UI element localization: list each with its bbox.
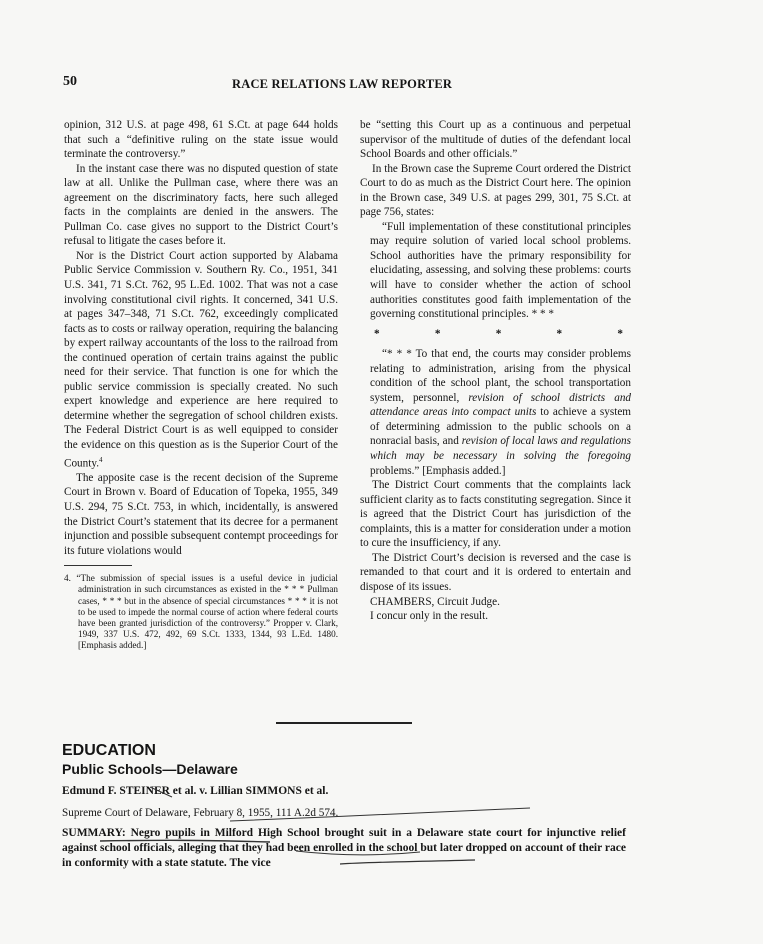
quote-2-emphasis-2: revision of local laws and regulations which may be necessary in solving the foregoing xyxy=(370,435,631,463)
footnote-reference: 4 xyxy=(99,455,103,464)
subsection-heading: Public Schools—Delaware xyxy=(62,761,238,777)
section-heading: EDUCATION xyxy=(62,742,156,759)
right-paragraph-1: be “setting this Court up as a continuous and perpetual supervisor of the multitude of duties of the defendant local School Boards and other officials.” xyxy=(360,119,631,161)
case-title: Edmund F. STEINER et al. v. Lillian SIMMONS et al. xyxy=(62,785,329,797)
case-citation: Supreme Court of Delaware, February 8, 1955, 111 A.2d 574. xyxy=(62,807,339,819)
left-paragraph-4: The apposite case is the recent decision of the Supreme Court in Brown v. Board of Education of Topeka, 1955, 349 U.S. 294, 75 S.Ct. 753, in which, incidentally, is answered the District Court’s statement that its decree for a permanent injunction and possible subsequent contempt proceedings for its future violations would xyxy=(64,471,338,557)
quote-2-end: problems.” [Emphasis added.] xyxy=(370,464,506,477)
left-paragraph-3 xyxy=(64,249,338,471)
page-number: 50 xyxy=(63,74,77,89)
footnote-text: 4. “The submission of special issues is a useful device in judicial administration in such circumstances as existed in the * * * Pullman cases, * * * but in the absence of special circumstances * * * it is not to be used to impede the normal course of action where federal courts have been granted jurisdiction of the controversy.” Propper v. Clark, 1949, 337 U.S. 472, 492, 69 S.Ct. 1333, 1344, 93 L.Ed. 1480. [Emphasis added.] xyxy=(64,573,338,651)
running-head: RACE RELATIONS LAW REPORTER xyxy=(232,77,453,91)
ellipsis-star: * xyxy=(495,327,502,340)
right-paragraph-3: The District Court comments that the complaints lack sufficient clarity as to facts constituting segregation. Since it is agreed that the District Court has jurisdiction of the complaints, this is a matter for consideration under a motion to cure the insufficiency, if any. xyxy=(360,479,631,550)
judge-signature: CHAMBERS, Circuit Judge. xyxy=(370,595,500,608)
right-paragraph-2: In the Brown case the Supreme Court ordered the District Court to do as much as the District Court here. The opinion in the Brown case, 349 U.S. at pages 299, 301, 75 S.Ct. at page 756, states: xyxy=(360,162,631,219)
left-paragraph-2: In the instant case there was no disputed question of state law at all. Unlike the Pullman case, where there was an agreement on the discriminatory facts, here such alleged facts in the complaints are denied in the answers. The Pullman Co. case gives no support to the District Court’s refusal to litigate the cases before it. xyxy=(64,162,338,248)
left-paragraph-3-text: Nor is the District Court action supported by Alabama Public Service Commission v. Southern Ry. Co., 1951, 341 U.S. 341, 71 S.Ct. 762, 95 L.Ed. 1002. That was not a case involving constitutional civil rights. It concerned, 341 U.S. at pages 347–348, 71 S.Ct. 762, exceedingly complicated facts as to costs or railway operation, requiring the balancing by expert railway accountants of the loss to the railroad from the continued operation of certain trains against the public need for their service. That function is one for which the public service commission is specially created. No such expert knowledge and experience are here required to determine whether the segregation of school children exists. The Federal District Court is as well equipped to consider the evidence on this question as is the Superior Court of the County. xyxy=(64,249,338,470)
footnote-divider xyxy=(64,565,132,566)
footnote xyxy=(64,573,338,651)
left-paragraph-1: opinion, 312 U.S. at page 498, 61 S.Ct. at page 644 holds that such a “definitive ruling on the state issue would terminate the controversy.” xyxy=(64,119,338,161)
summary-label: SUMMARY: xyxy=(62,827,126,839)
ellipsis-star: * xyxy=(556,327,563,340)
concurrence-note: I concur only in the result. xyxy=(370,610,489,623)
right-paragraph-4: The District Court’s decision is reversed and the case is remanded to that court and it is ordered to entertain and dispose of its issues. xyxy=(360,551,631,593)
quote-2-emphasis-1: revision of school districts and attendance areas into compact units xyxy=(370,391,632,419)
ellipsis-star: * xyxy=(617,327,623,340)
case-summary xyxy=(62,826,626,871)
quote-2-middle: to achieve a system of determining admission to the public schools on a nonracial basis, and xyxy=(370,406,631,448)
brown-quote-2 xyxy=(370,347,631,478)
left-column xyxy=(64,118,338,652)
ellipsis-row xyxy=(374,327,623,342)
summary-text: Negro pupils in Milford High School brought suit in a Delaware state court for injunctive relief against school officials, alleging that they had been enrolled in the school but later dropped on account of their race in conformity with a state statute. The vice xyxy=(62,827,626,869)
brown-quote-1: “Full implementation of these constitutional principles may require solution of varied local school problems. School authorities have the primary responsibility for elucidating, assessing, and solving these problems: courts will have to consider whether the action of school authorities constitutes good faith implementation of the governing constitutional principles. * * * xyxy=(370,220,631,321)
ellipsis-star: * xyxy=(374,327,380,340)
section-divider xyxy=(276,722,412,724)
quote-2-start: “* * * To that end, the courts may consider problems relating to administration, arising from the physical condition of the school plant, the school transportation system, personnel, xyxy=(370,348,631,404)
right-column xyxy=(360,118,631,624)
ellipsis-star: * xyxy=(434,327,441,340)
